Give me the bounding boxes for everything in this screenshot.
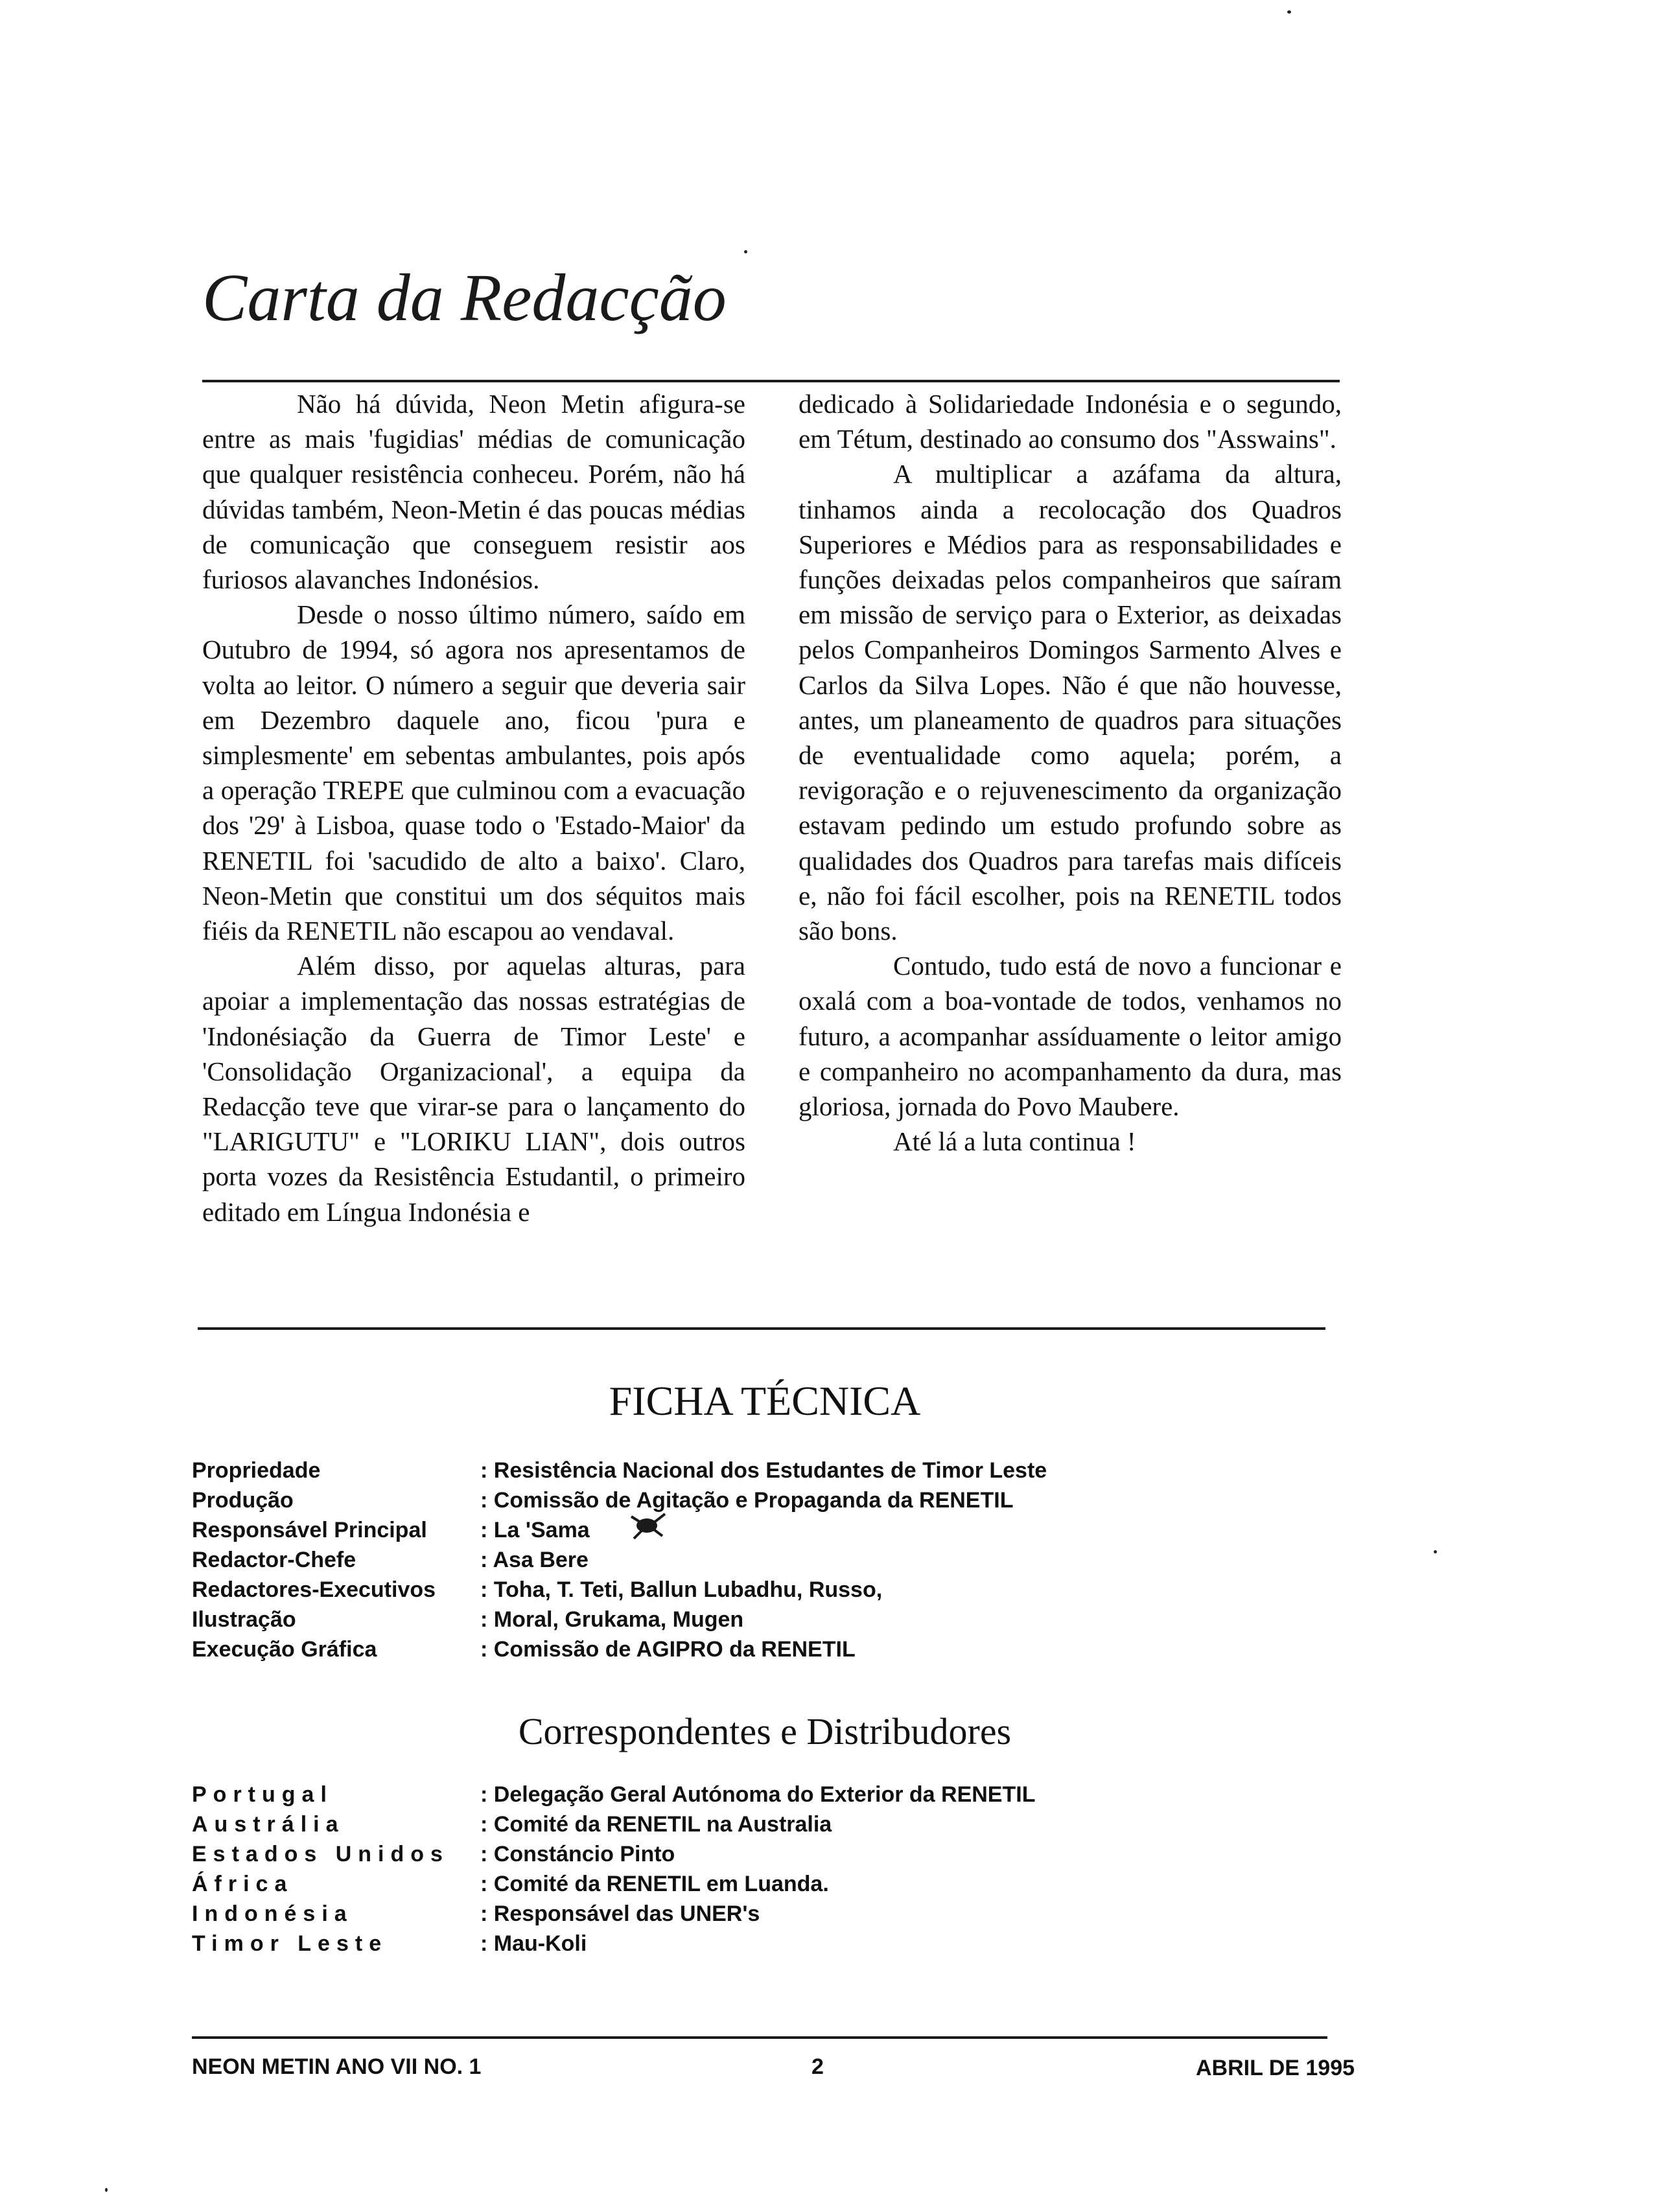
credit-label: Produção [192,1488,294,1513]
correspondent-country: Indonésia [192,1901,353,1926]
paragraph: Além disso, por aquelas alturas, para apoiar a implementação das nossas estratégias de 'Indonésiação da Guerra de Timor Leste' e 'Consolidação Organizacional', a equipa da Redacção teve que virar-se para o lançamento do "LARIGUTU" e "LORIKU LIAN", dois outros porta vozes da Resistência Estudantil, o primeiro editado em Língua Indonésia e [202,951,745,1227]
credit-value: : Asa Bere [480,1548,589,1572]
correspondent-value: : Mau-Koli [480,1931,587,1956]
ink-blot-icon [627,1510,669,1542]
scan-speck [744,250,747,253]
footer-publication: NEON METIN ANO VII NO. 1 [192,2054,482,2079]
correspondent-value: : Responsável das UNER's [480,1901,760,1926]
paragraph: Não há dúvida, Neon Metin afigura-se entre as mais 'fugidias' médias de comunicação que qualquer resistência conheceu. Porém, não há dúvidas também, Neon-Metin é das poucas médias de comunicação que conseguem resistir aos furiosos alavanches Indonésios. [202,389,745,595]
correspondentes-heading: Correspondentes e Distribudores [518,1710,1012,1752]
credit-value: : Moral, Grukama, Mugen [480,1607,744,1632]
correspondent-country: Portugal [192,1782,333,1807]
paragraph: dedicado à Solidariedade Indonésia e o segundo, em Tétum, destinado ao consumo dos "Asswains". [799,389,1342,454]
correspondentes-list [192,1782,1164,1970]
credit-value: : Resistência Nacional dos Estudantes de Timor Leste [480,1458,1047,1483]
credit-label: Redactores-Executivos [192,1577,436,1602]
credit-label: Redactor-Chefe [192,1548,356,1572]
paragraph: A multiplicar a azáfama da altura, tinhamos ainda a recolocação dos Quadros Superiores e Médios para as responsabilidades e funções deixadas pelos companheiros que saíram em missão de serviço para o Exterior, as deixadas pelos Companheiros Domingos Sarmento Alves e Carlos da Silva Lopes. Não é que não houvesse, antes, um planeamento de quadros para situações de eventualidade como aquela; porém, a revigoração e o rejuvenescimento da organização estavam pedindo um estudo profundo sobre as qualidades dos Quadros para tarefas mais difíceis e, não foi fácil escolher, pois na RENETIL todos são bons. [799,459,1342,946]
left-column [202,386,745,1229]
correspondent-country: Estados Unidos [192,1842,449,1866]
closing-line: Até lá a luta continua ! [893,1126,1136,1157]
footer-page-number: 2 [811,2054,824,2079]
scan-speck [105,2188,108,2192]
scan-speck [1434,1550,1437,1553]
credit-label: Execução Gráfica [192,1637,377,1662]
credit-label: Ilustração [192,1607,296,1632]
credit-value: : Toha, T. Teti, Ballun Lubadhu, Russo, [480,1577,883,1602]
title-rule [202,380,1340,382]
correspondent-country: África [192,1872,294,1896]
paragraph: Contudo, tudo está de novo a funcionar e oxalá com a boa-vontade de todos, venhamos no futuro, a acompanhar assíduamente o leitor amigo e companheiro no acompanhamento da dura, mas gloriosa, jornada do Povo Maubere. [799,951,1342,1122]
credit-label: Responsável Principal [192,1518,427,1542]
ficha-tecnica-list [192,1458,1164,1679]
credit-label: Propriedade [192,1458,321,1483]
credit-value: : Comissão de AGIPRO da RENETIL [480,1637,856,1662]
ficha-tecnica-heading: FICHA TÉCNICA [609,1378,921,1424]
footer-rule [192,2036,1327,2039]
credit-value: : La 'Sama [480,1518,590,1542]
correspondent-country: Timor Leste [192,1931,388,1956]
correspondent-value: : Comité da RENETIL na Australia [480,1812,832,1837]
correspondent-value: : Constáncio Pinto [480,1842,675,1866]
scan-speck [1287,10,1291,14]
page-title: Carta da Redacção [202,261,727,335]
paragraph: Desde o nosso último número, saído em Outubro de 1994, só agora nos apresentamos de volta ao leitor. O número a seguir que deveria sair em Dezembro daquele ano, ficou 'pura e simplesmente' em sebentas ambulantes, pois após a operação TREPE que culminou com a evacuação dos '29' à Lisboa, quase todo o 'Estado-Maior' da RENETIL foi 'sacudido de alto a baixo'. Claro, Neon-Metin que constitui um dos séquitos mais fiéis da RENETIL não escapou ao vendaval. [202,599,745,946]
correspondent-country: Austrália [192,1812,345,1837]
article-end-rule [198,1327,1325,1330]
correspondent-value: : Comité da RENETIL em Luanda. [480,1872,829,1896]
footer-date: ABRIL DE 1995 [1196,2056,1355,2080]
correspondent-value: : Delegação Geral Autónoma do Exterior da RENETIL [480,1782,1036,1807]
credit-value: : Comissão de Agitação e Propaganda da RENETIL [480,1488,1014,1513]
right-column [799,386,1342,1159]
